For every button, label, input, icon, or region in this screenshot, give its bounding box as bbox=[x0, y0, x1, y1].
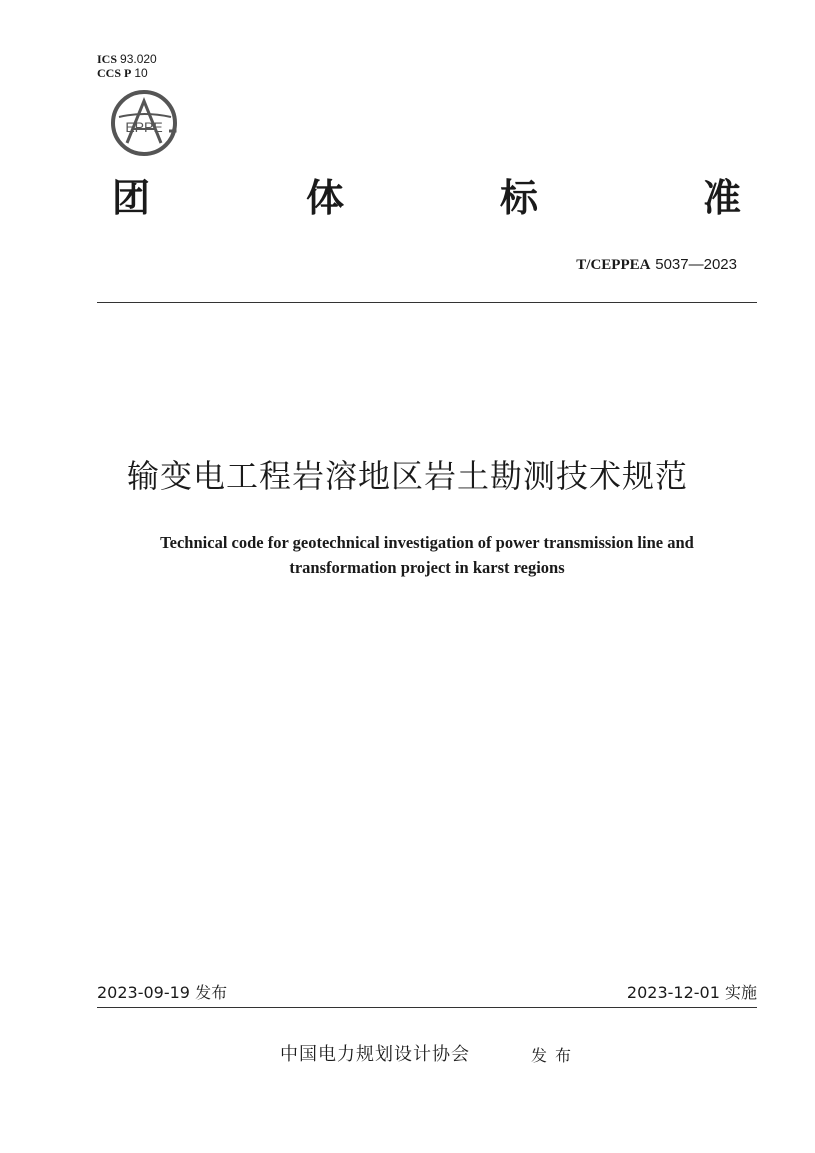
title-english bbox=[97, 530, 757, 580]
standard-number-value: 5037—2023 bbox=[655, 256, 737, 273]
top-divider bbox=[97, 302, 757, 303]
association-logo bbox=[109, 87, 187, 159]
bottom-divider bbox=[97, 1007, 757, 1008]
standard-type-char-2: 体 bbox=[306, 176, 345, 220]
publish-date: 2023-09-19 发布 bbox=[97, 983, 228, 1002]
standard-type-char-3: 标 bbox=[500, 176, 539, 220]
ics-code bbox=[97, 52, 157, 66]
logo-text: EPPE bbox=[125, 119, 163, 135]
standard-type-char-4: 准 bbox=[703, 176, 742, 220]
ccs-value: 10 bbox=[134, 66, 148, 80]
ccs-code bbox=[97, 66, 148, 80]
title-english-line-2: transformation project in karst regions bbox=[289, 558, 565, 577]
title-english-line-1: Technical code for geotechnical investigation of power transmission line and bbox=[160, 533, 694, 552]
publisher-suffix: 发布 bbox=[531, 1046, 580, 1065]
logo-emblem-icon bbox=[109, 87, 187, 159]
standard-number-prefix: T/CEPPEA bbox=[576, 257, 651, 273]
publisher-name: 中国电力规划设计协会 bbox=[280, 1044, 470, 1065]
ics-label: ICS bbox=[97, 52, 118, 66]
implement-date: 2023-12-01 实施 bbox=[626, 983, 757, 1002]
ics-value: 93.020 bbox=[120, 52, 157, 66]
standard-type-char-1: 团 bbox=[112, 176, 151, 220]
standard-number bbox=[576, 255, 737, 274]
ccs-label: CCS P bbox=[97, 66, 132, 80]
title-chinese: 输变电工程岩溶地区岩土勘测技术规范 bbox=[126, 457, 688, 495]
